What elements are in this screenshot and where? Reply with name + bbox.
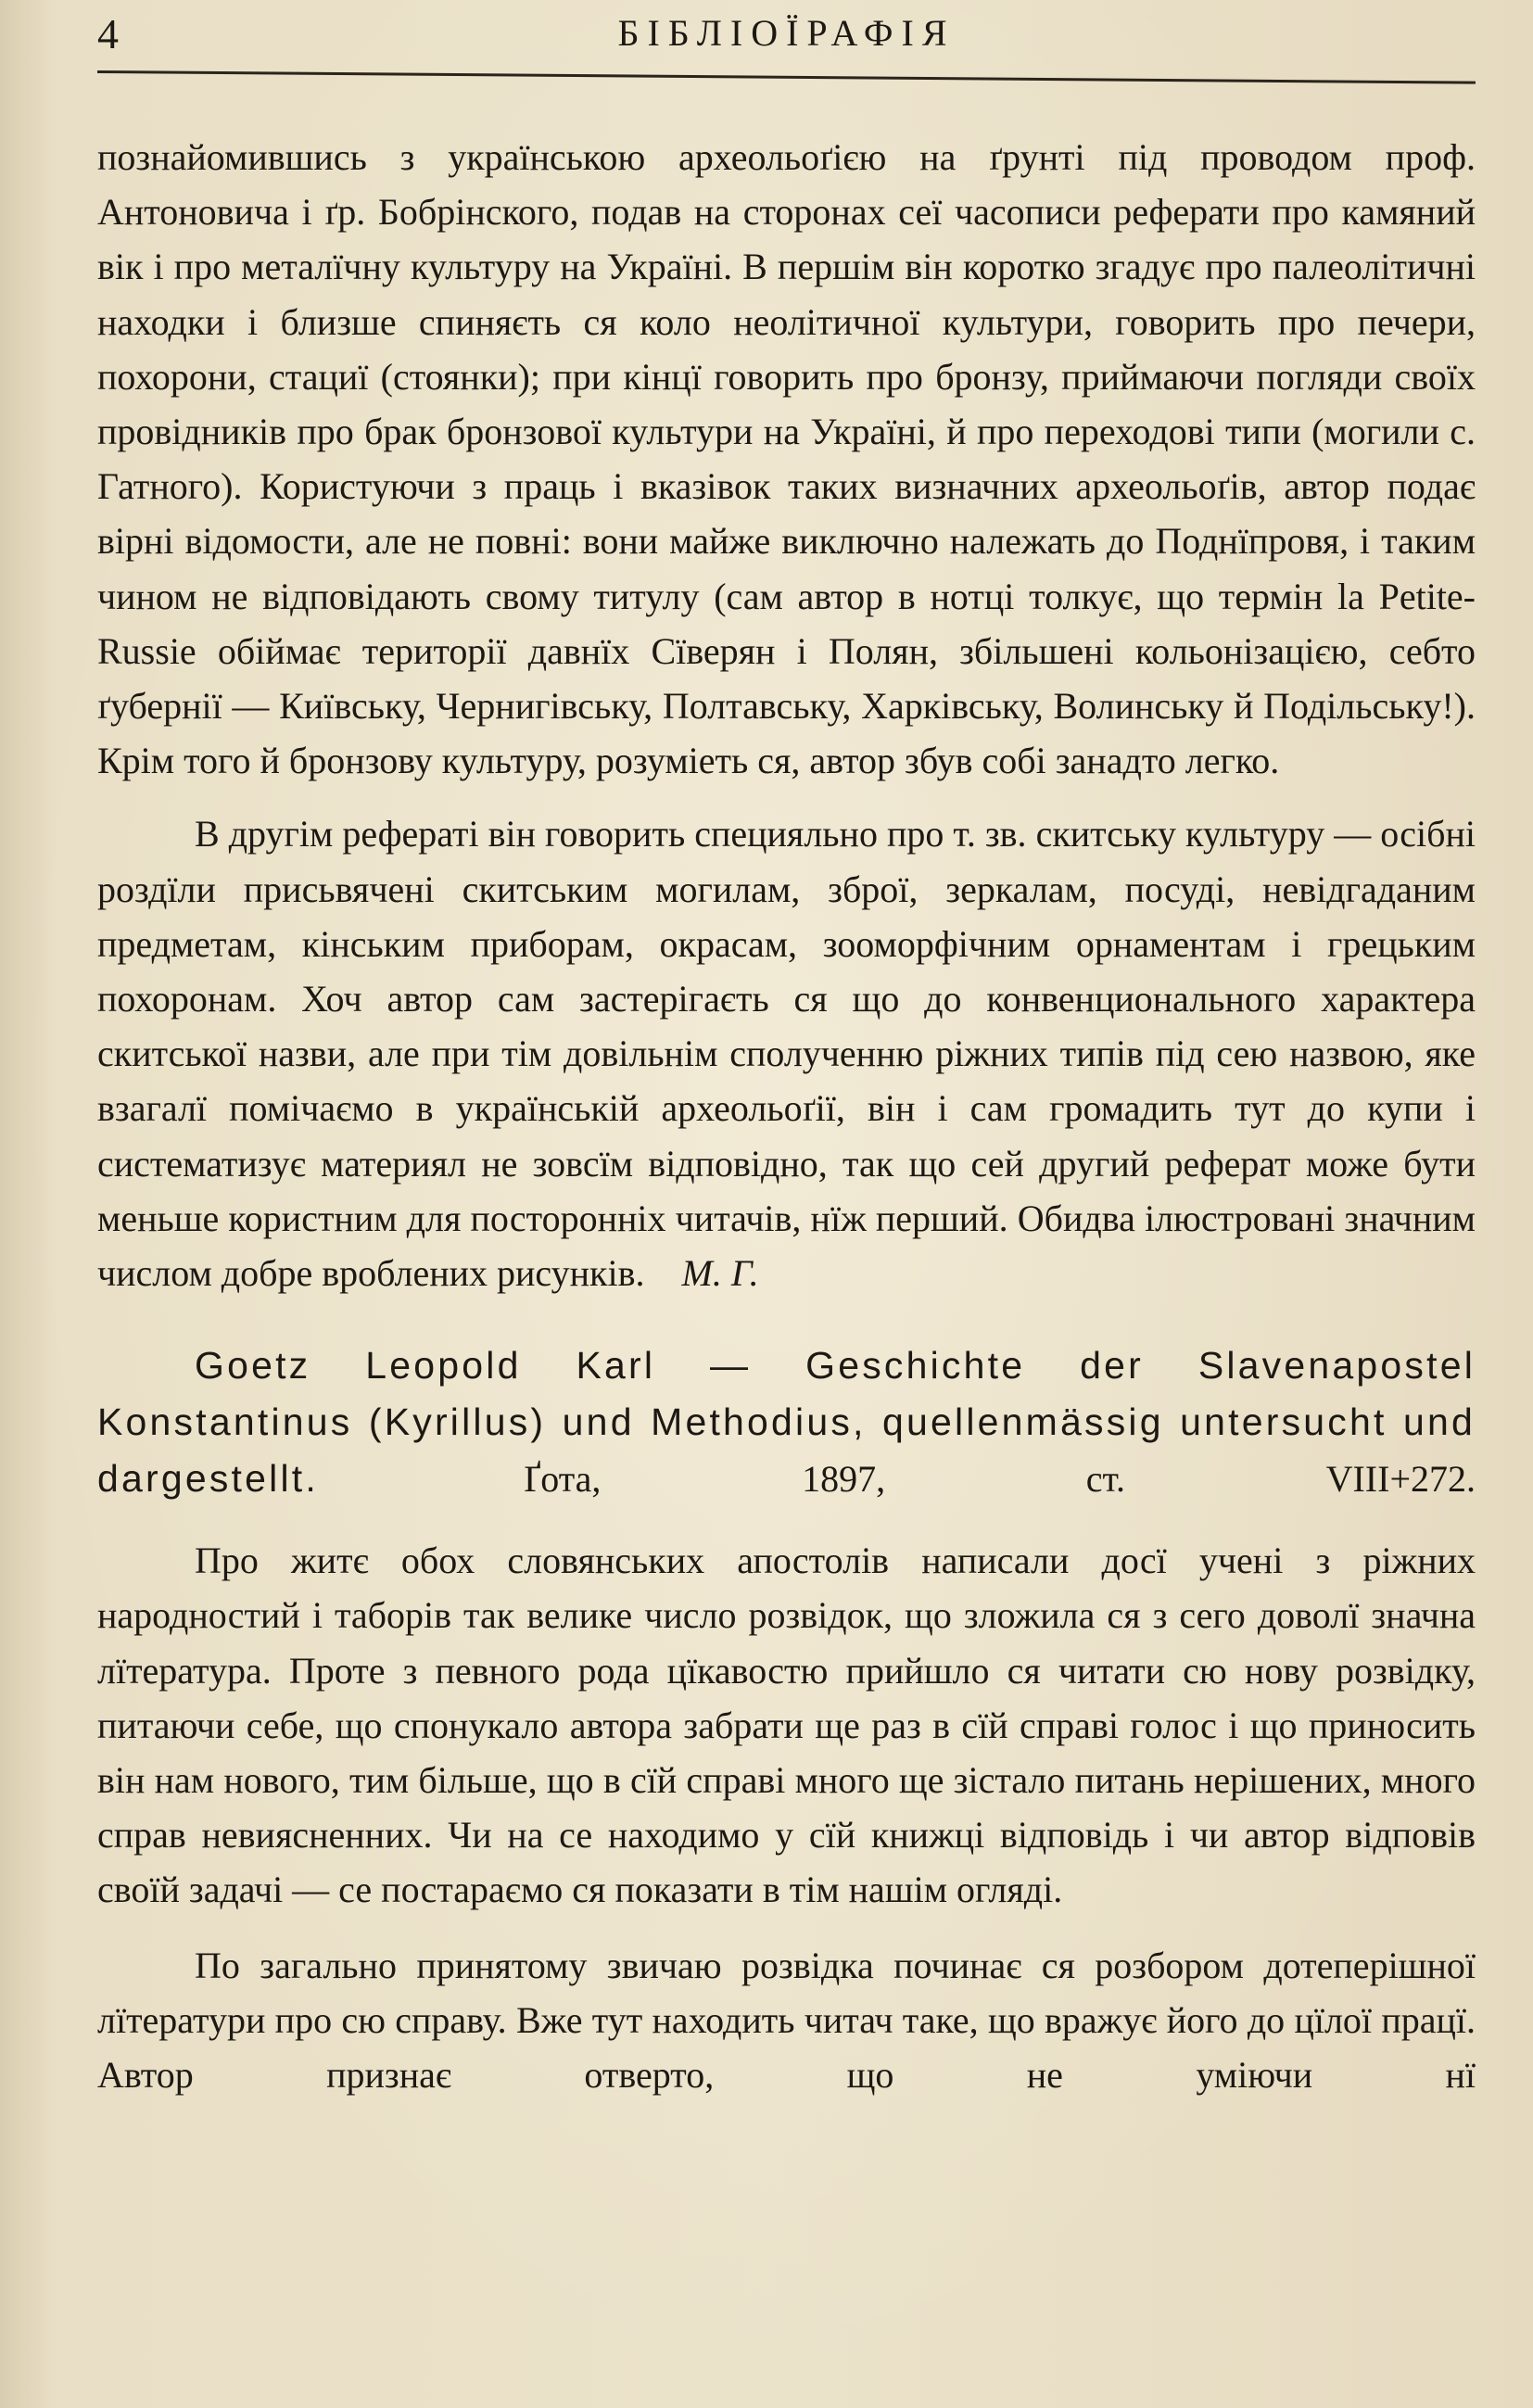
paragraph-second-referat: [97, 806, 1476, 1300]
running-title: БІБЛІОЇРАФІЯ: [617, 12, 956, 54]
paragraph-review-continuation: познайомившись з українською археольоґією на ґрунті під проводом проф. Антоновича і ґр. Бобрінского, подав на сторонах сеї часописи реферати про камяний вік і про металїчну культуру на Україні. В першім він коротко згадує про палеолітичні находки і близше спиняєть ся коло неолітичної культури, говорить про печери, похорони, стациї (стоянки); при кінцї говорить про бронзу, приймаючи погляди своїх провідників про брак бронзової культури на Україні, й про переходові типи (могили с. Гатного). Користуючи з праць і вказівок таких визначних археольоґів, автор подає вірні відомости, але не повні: вони майже виключно належать до Поднїпровя, і таким чином не відповідають свому титулу (сам автор в нотці толкує, що термін la Petite-Russie обіймає території давнїх Сїверян і Полян, збільшені кольонізацією, себто ґубернії — Київську, Чернигівську, Полтавську, Харківську, Волинську й Подільську!). Крім того й бронзову культуру, розуміеть ся, автор збув собі занадто легко.: [97, 136, 1476, 782]
paragraph-literature-review: По загально принятому звичаю розвідка починає ся розбором дотеперішної лїтератури про сю справу. Вже тут находить читач таке, що вражує його до цїлої працї. Автор признає отверто, що не уміючи нї: [97, 1944, 1476, 2097]
book-entry-title: Goetz Leopold Karl — Geschichte der Slavenapostel Konstantinus (Kyrillus) und Methodius, quellenmässig untersucht und dargestellt.: [97, 1344, 1476, 1501]
paragraph-review-intro: Про житє обох словянських апостолів написали досї учені з ріжних народностий і таборів так велике число розвідок, що зложила ся з сего доволї значна лїтература. Проте з певного рода цїкавостю прийшло ся читати сю нову розвідку, питаючи себе, що спонукало автора забрати ще раз в сїй справі голос і що приносить він нам нового, тим більше, що в сїй справі много ще зістало питань нерішених, много справ невиясненних. Чи на се находимо у сїй книжці відповідь і чи автор відповів своїй задачі — се постараємо ся показати в тім нашім огляді.: [97, 1540, 1476, 1911]
reviewer-signature: М. Г.: [681, 1252, 759, 1295]
header-rule: [97, 70, 1476, 84]
paragraph-second-referat-text: В другім рефераті він говорить специяльно про т. зв. скитську культуру — осібні роздїли присьвячені скитським могилам, зброї, зеркалам, посуді, невідгаданим предметам, кінським приборам, окрасам, зооморфічним орнаментам і грецьким похоронам. Хоч автор сам застерігаєть ся що до конвенционального характера скитської назви, але при тім довільнім сполученню ріжних типів під сею назвою, яке взагалї помічаємо в українській археольоґії, він і сам громадить тут до купи і систематизує материял не зовсїм відповідно, так що сей другий реферат може бути меньше користним для посторонніх читачів, нїж перший. Обидва ілюстровані значним числом добре вроблених рисунків.: [97, 813, 1476, 1295]
page-number: 4: [97, 10, 119, 57]
page-header: [97, 0, 1476, 74]
book-entry-heading: [97, 1337, 1476, 1507]
book-entry-publication: Ґота, 1897, ст. VIII+272.: [524, 1458, 1476, 1501]
